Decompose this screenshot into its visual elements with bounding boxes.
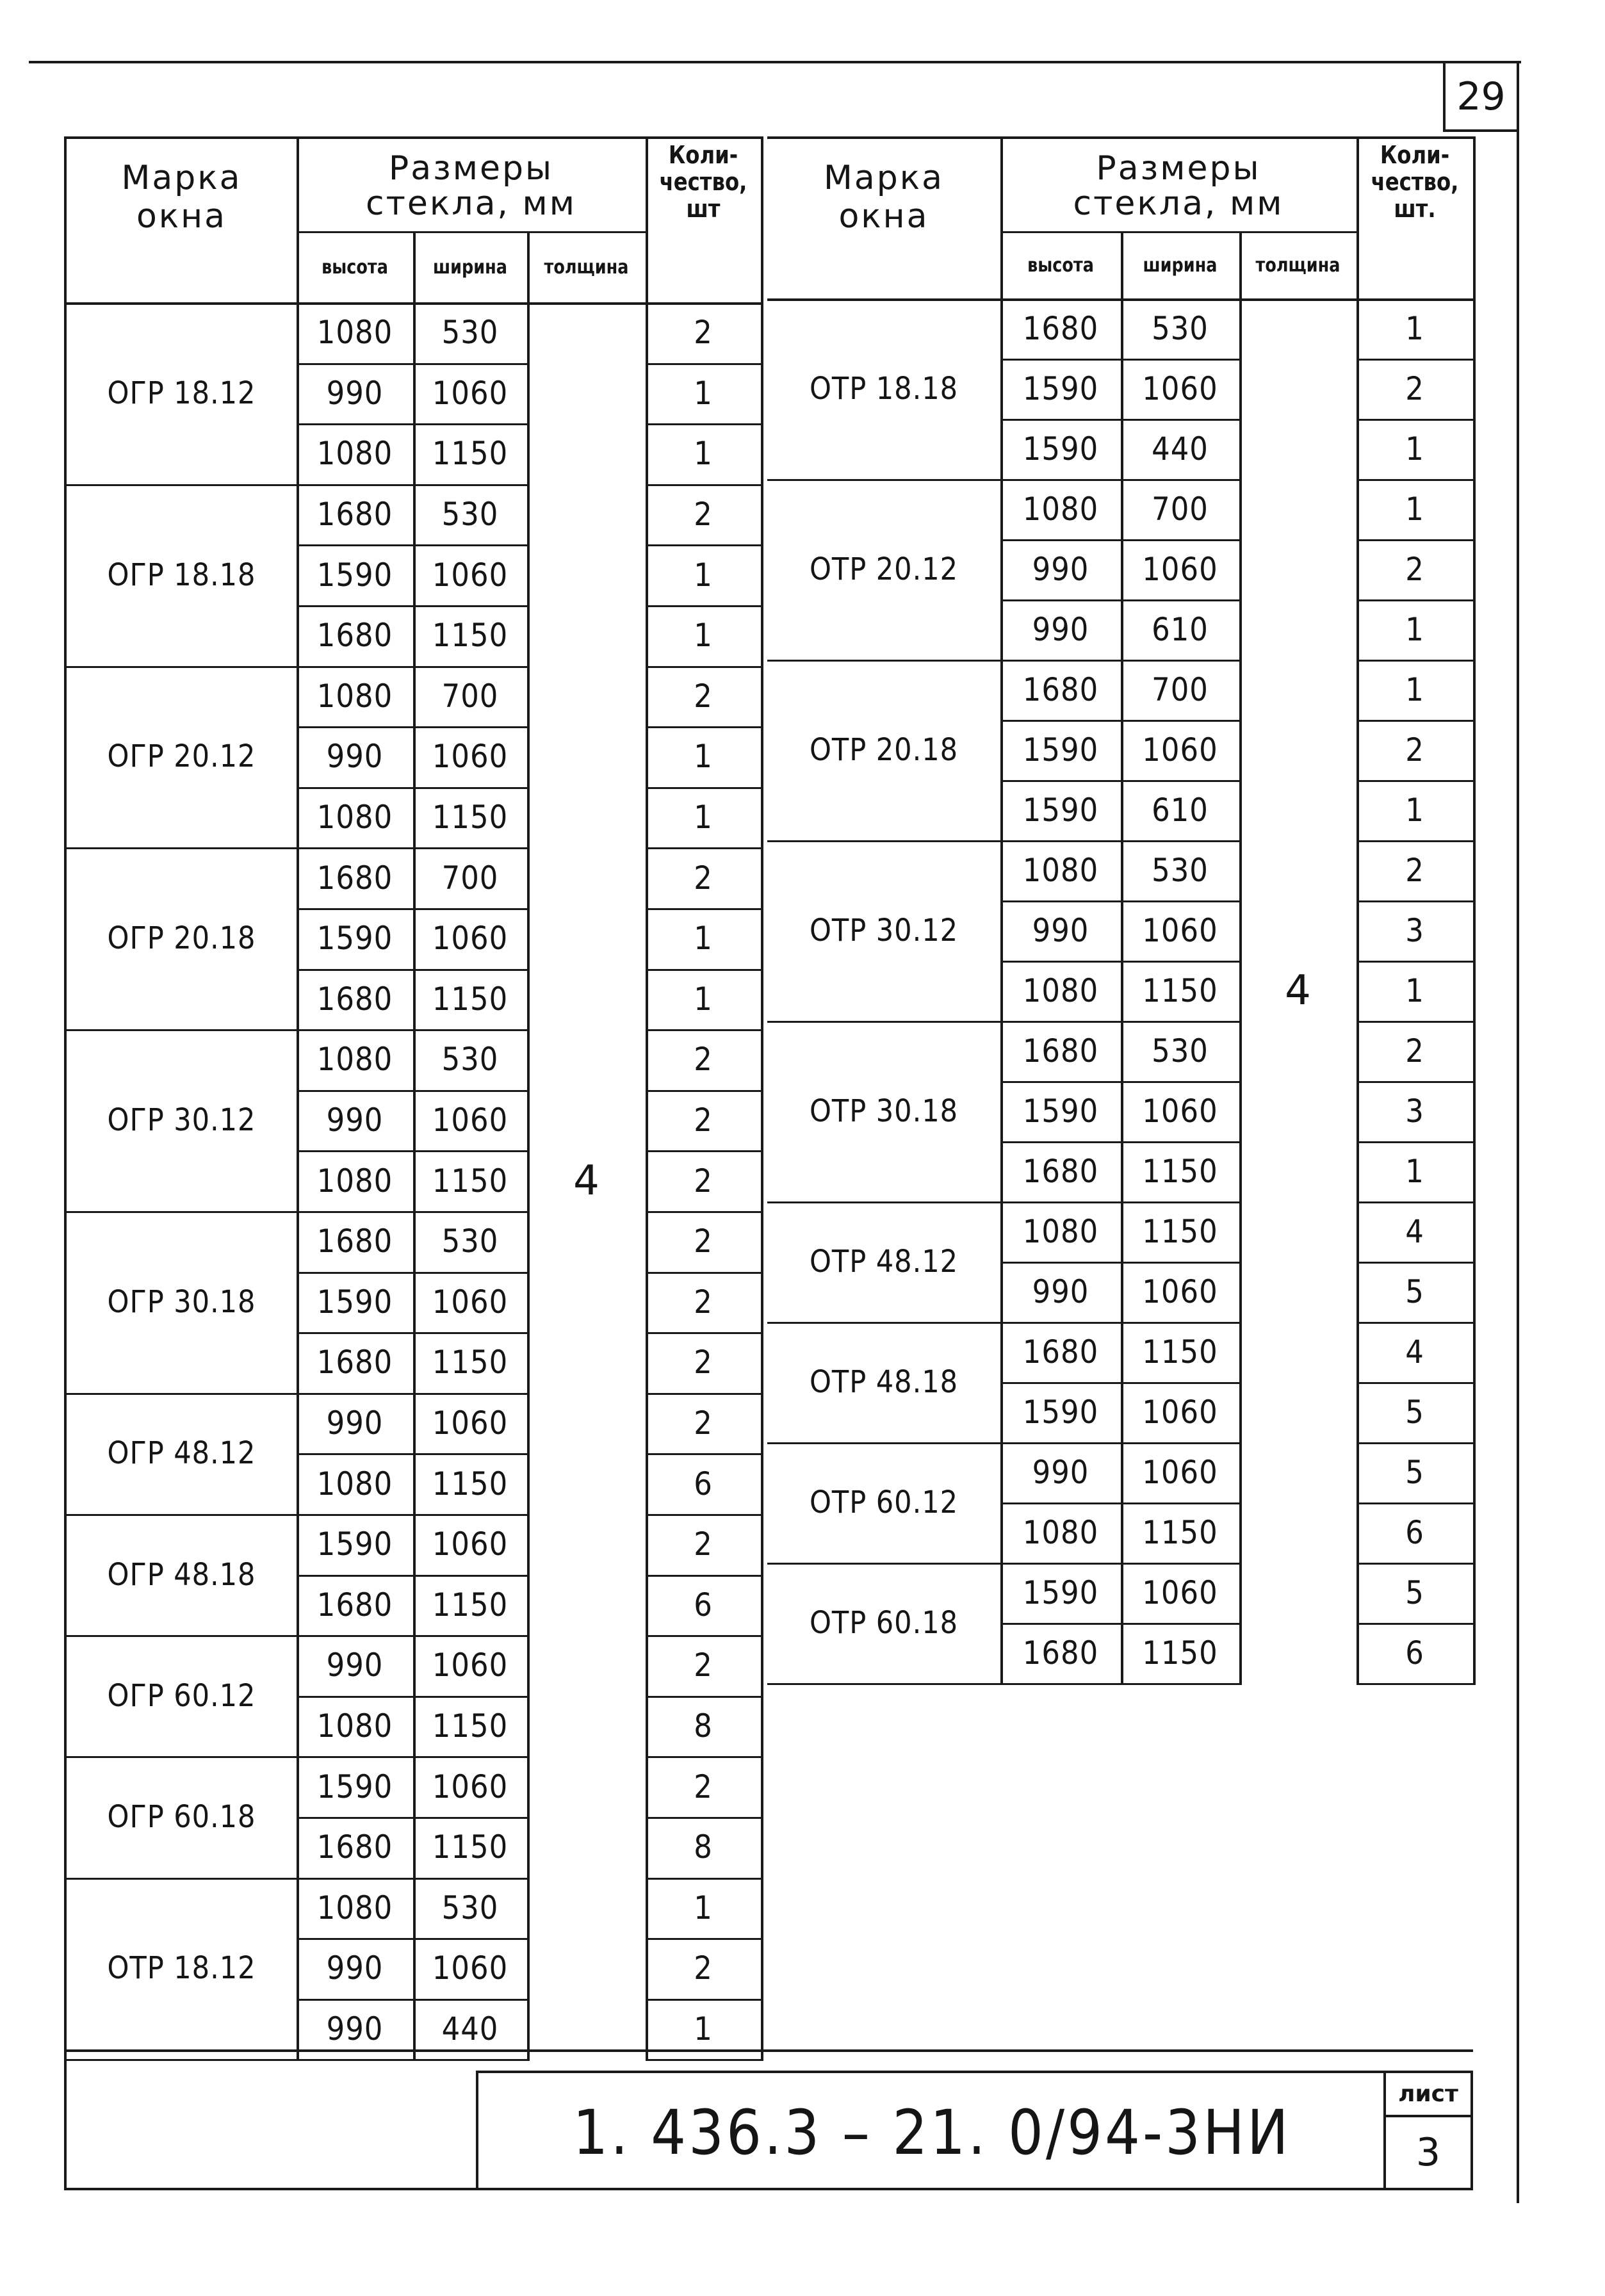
quantity: 2 [1405,370,1424,407]
row-divider [297,423,527,425]
row-divider [1000,419,1239,421]
row-divider [1357,1502,1473,1504]
row-divider [646,1272,761,1274]
glass-width: 1060 [432,1647,509,1684]
row-divider [1357,359,1473,361]
glass-width: 1150 [432,1465,509,1502]
window-mark: ОТР 18.12 [107,1950,256,1987]
quantity: 5 [1405,1454,1424,1491]
title-block-inner-top [477,2071,1473,2073]
qty-header-line-3: шт. [1394,195,1436,223]
row-divider [297,1817,527,1819]
quantity: 1 [1405,491,1424,528]
glass-height: 1590 [316,556,393,594]
row-divider [1357,1081,1473,1083]
glass-width: 1060 [432,1102,509,1139]
col-line-qty [646,136,648,2061]
row-divider [297,1999,527,2001]
glass-height: 1590 [316,1526,393,1563]
glass-width: 610 [1152,611,1209,648]
window-mark: ОТР 18.18 [810,371,958,407]
window-mark: ОГР 30.18 [107,1283,256,1320]
group-divider [767,1683,1239,1685]
row-divider [646,1332,761,1334]
quantity: 1 [694,617,713,655]
row-divider [1000,1081,1239,1083]
glass-height: 1080 [1022,852,1099,889]
quantity: 2 [694,1162,713,1200]
glass-height: 1080 [316,1041,393,1079]
glass-width: 1150 [1142,1153,1218,1190]
glass-width: 700 [441,677,499,715]
glass-height: 1680 [316,980,393,1018]
quantity: 1 [1405,310,1424,347]
col-line-thickness [1239,232,1242,1685]
glass-height: 1590 [1022,1574,1099,1611]
glass-width: 530 [1152,852,1209,889]
glass-height: 1680 [1022,1153,1099,1190]
glass-width: 530 [441,1041,499,1079]
thickness-col-header: толщина [1255,254,1340,277]
glass-height: 1590 [1022,430,1099,468]
glass-width: 440 [441,2010,499,2048]
glass-height: 1080 [316,1465,393,1502]
quantity: 5 [1405,1394,1424,1431]
quantity: 4 [1405,1333,1424,1371]
bottom-border [64,2188,1473,2190]
quantity: 3 [1405,1093,1424,1130]
glass-width: 1060 [1142,1394,1218,1431]
quantity: 2 [694,1950,713,1987]
row-divider [297,1575,527,1577]
window-mark: ОГР 18.12 [107,375,256,411]
row-divider [297,908,527,910]
glass-width: 1150 [432,1162,509,1200]
quantity: 3 [1405,912,1424,949]
sizes-header: Размеры [1096,149,1261,188]
header-sub-divider [297,231,646,233]
window-mark: ОГР 18.18 [107,557,256,593]
window-mark: ОТР 60.18 [810,1605,958,1641]
glass-width: 1060 [432,374,509,412]
glass-width: 1150 [432,1828,509,1866]
row-divider [297,605,527,607]
row-divider [297,363,527,365]
glass-height: 1080 [316,1707,393,1745]
glass-height: 1680 [316,1344,393,1381]
glass-height: 990 [1032,912,1089,949]
quantity: 1 [694,738,713,776]
row-divider [1000,1502,1239,1504]
glass-height: 1590 [316,1768,393,1805]
quantity: 2 [1405,731,1424,769]
glass-width: 530 [441,314,499,352]
quantity: 1 [1405,972,1424,1009]
sheet-value: 3 [1415,2130,1441,2175]
qty-header-line-2: чество, [1371,168,1459,196]
glass-width: 530 [441,1223,499,1260]
window-mark: ОТР 48.18 [810,1364,958,1400]
glass-width: 1150 [1142,1514,1218,1551]
thickness-value: 4 [573,1157,599,1205]
glass-width: 1150 [432,617,509,655]
glass-height: 1590 [316,920,393,957]
glass-height: 1590 [1022,1394,1099,1431]
glass-width: 1060 [432,920,509,957]
quantity: 1 [1405,671,1424,708]
glass-height: 990 [326,1102,384,1139]
row-divider [1357,780,1473,782]
row-divider [1357,1623,1473,1625]
quantity: 2 [1405,852,1424,889]
row-divider [1357,1141,1473,1143]
group-divider [1357,1683,1473,1685]
quantity: 2 [694,1344,713,1381]
row-divider [1000,539,1239,541]
glass-width: 1060 [1142,370,1218,407]
glass-height: 1080 [316,314,393,352]
row-divider [1000,1623,1239,1625]
thickness-col-header: толщина [544,256,629,279]
glass-width: 530 [1152,310,1209,347]
row-divider [646,544,761,546]
left-border [64,136,67,2190]
glass-height: 990 [1032,1273,1089,1310]
quantity: 1 [694,980,713,1018]
glass-width: 700 [1152,491,1209,528]
glass-width: 700 [441,859,499,897]
glass-width: 1060 [432,738,509,776]
quantity: 6 [694,1586,713,1624]
glass-height: 990 [1032,551,1089,588]
window-mark: ОГР 48.12 [107,1435,256,1472]
row-divider [646,726,761,728]
window-mark: ОТР 30.12 [810,913,958,949]
quantity: 1 [694,1889,713,1926]
glass-width: 1060 [432,556,509,594]
col-line-end [1473,136,1476,1685]
glass-width: 1150 [1142,972,1218,1009]
window-mark: ОГР 60.18 [107,1798,256,1835]
row-divider [646,1999,761,2001]
row-divider [1000,900,1239,902]
row-divider [646,363,761,365]
row-divider [297,1696,527,1698]
glass-height: 990 [326,1647,384,1684]
glass-height: 1080 [1022,1213,1099,1250]
col-line-height [297,136,299,2061]
window-mark: ОТР 48.12 [810,1244,958,1280]
glass-height: 1680 [1022,1032,1099,1070]
glass-width: 440 [1152,430,1209,468]
thickness-value: 4 [1285,967,1311,1014]
col-line-end [761,136,763,2061]
glass-width: 1060 [1142,1093,1218,1130]
row-divider [646,1453,761,1455]
row-divider [1357,419,1473,421]
quantity: 2 [694,1647,713,1684]
window-mark: ОГР 30.12 [107,1102,256,1139]
quantity: 1 [1405,430,1424,468]
quantity: 1 [694,2010,713,2048]
glass-width: 1060 [432,1283,509,1321]
glass-width: 1060 [432,1404,509,1442]
glass-height: 1680 [1022,1634,1099,1672]
row-divider [1357,900,1473,902]
row-divider [1357,720,1473,722]
glass-height: 1680 [1022,1333,1099,1371]
row-divider [646,1090,761,1092]
row-divider [646,1150,761,1152]
glass-width: 1060 [1142,551,1218,588]
row-divider [646,423,761,425]
row-divider [1357,961,1473,963]
sheet-label: лист [1398,2081,1458,2107]
glass-height: 990 [1032,611,1089,648]
glass-width: 1060 [432,1526,509,1563]
quantity: 2 [1405,1032,1424,1070]
row-divider [297,787,527,789]
glass-height: 1080 [316,799,393,836]
qty-header-line-1: Коли- [668,141,738,169]
glass-width: 530 [441,496,499,533]
col-line-width [1121,232,1123,1685]
glass-height: 990 [326,374,384,412]
glass-width: 1150 [432,980,509,1018]
title-block-top [64,2049,1473,2052]
mark-header-line2: окна [136,197,227,236]
glass-width: 1150 [432,1586,509,1624]
quantity: 5 [1405,1273,1424,1310]
quantity: 8 [694,1707,713,1745]
quantity: 2 [694,859,713,897]
header-sub-divider [1000,231,1357,233]
row-divider [646,969,761,971]
width-col-header: ширина [1143,254,1218,277]
glass-width: 1060 [1142,1454,1218,1491]
quantity: 2 [694,1283,713,1321]
height-col-header: высота [322,256,388,279]
quantity: 1 [694,920,713,957]
glass-width: 1150 [432,1344,509,1381]
glass-height: 1080 [316,677,393,715]
right-border [1517,61,1519,2203]
quantity: 2 [694,1102,713,1139]
row-divider [297,1453,527,1455]
glass-width: 1150 [432,799,509,836]
row-divider [646,1575,761,1577]
row-divider [1357,1382,1473,1384]
glass-height: 990 [326,1950,384,1987]
window-mark: ОГР 60.12 [107,1677,256,1714]
glass-width: 1060 [1142,731,1218,769]
row-divider [646,787,761,789]
glass-height: 1080 [316,435,393,473]
col-line-thickness [527,232,530,2061]
window-mark: ОГР 20.18 [107,920,256,957]
row-divider [1000,359,1239,361]
top-border [29,61,1521,63]
row-divider [1000,1262,1239,1264]
quantity: 2 [694,1768,713,1805]
quantity: 2 [1405,551,1424,588]
group-divider [646,2059,761,2061]
quantity: 2 [694,496,713,533]
glass-width: 610 [1152,792,1209,829]
row-divider [1357,539,1473,541]
glass-height: 1590 [1022,792,1099,829]
quantity: 2 [694,1223,713,1260]
glass-width: 700 [1152,671,1209,708]
glass-height: 1680 [316,1828,393,1866]
glass-height: 1680 [316,496,393,533]
glass-width: 530 [441,1889,499,1926]
sheet-number-box-bottom [1443,129,1519,132]
glass-width: 1150 [432,435,509,473]
glass-width: 1150 [432,1707,509,1745]
row-divider [646,1696,761,1698]
window-mark: ОТР 20.18 [810,732,958,768]
mark-header: Марка [121,159,242,197]
title-block-right [1471,2071,1473,2190]
row-divider [297,1090,527,1092]
glass-height: 1590 [1022,370,1099,407]
glass-height: 990 [326,2010,384,2048]
quantity: 4 [1405,1213,1424,1250]
header-top-line [67,136,761,139]
quantity: 6 [694,1465,713,1502]
sizes-header: Размеры [388,149,554,188]
quantity: 1 [1405,611,1424,648]
glass-width: 1150 [1142,1634,1218,1672]
sizes-header-line2: стекла, мм [1073,184,1284,223]
col-line-height [1000,136,1003,1685]
row-divider [646,605,761,607]
glass-height: 1080 [1022,491,1099,528]
qty-header-line-1: Коли- [1380,141,1450,169]
row-divider [1000,1382,1239,1384]
window-mark: ОТР 60.12 [810,1485,958,1520]
quantity: 8 [694,1828,713,1866]
quantity: 6 [1405,1514,1424,1551]
sheet-number: 29 [1456,74,1506,119]
glass-height: 990 [326,738,384,776]
row-divider [1357,599,1473,601]
glass-height: 990 [326,1404,384,1442]
quantity: 1 [694,435,713,473]
quantity: 2 [694,1041,713,1079]
row-divider [1000,720,1239,722]
row-divider [297,1272,527,1274]
glass-height: 990 [1032,1454,1089,1491]
height-col-header: высота [1027,254,1094,277]
col-line-qty [1357,136,1359,1685]
row-divider [297,1938,527,1940]
quantity: 2 [694,314,713,352]
row-divider [297,544,527,546]
row-divider [297,1150,527,1152]
row-divider [1357,1262,1473,1264]
row-divider [1000,780,1239,782]
row-divider [1000,1141,1239,1143]
row-divider [297,969,527,971]
glass-height: 1080 [316,1162,393,1200]
mark-header-line2: окна [838,197,929,236]
window-mark: ОГР 20.12 [107,738,256,775]
quantity: 1 [694,374,713,412]
glass-height: 1080 [1022,972,1099,1009]
quantity: 1 [1405,1153,1424,1190]
quantity: 5 [1405,1574,1424,1611]
quantity: 2 [694,677,713,715]
glass-height: 1680 [1022,310,1099,347]
glass-height: 1680 [316,1586,393,1624]
glass-height: 1680 [1022,671,1099,708]
glass-height: 1590 [1022,1093,1099,1130]
window-mark: ОГР 48.18 [107,1556,256,1593]
col-line-width [413,232,416,2061]
glass-width: 1060 [1142,912,1218,949]
quantity: 2 [694,1526,713,1563]
row-divider [646,1817,761,1819]
glass-width: 1150 [1142,1213,1218,1250]
glass-width: 1150 [1142,1333,1218,1371]
quantity: 2 [694,1404,713,1442]
header-top-line [767,136,1473,139]
row-divider [646,908,761,910]
glass-height: 1590 [1022,731,1099,769]
row-divider [297,726,527,728]
glass-height: 1080 [1022,1514,1099,1551]
glass-height: 1680 [316,859,393,897]
mark-header: Марка [823,159,944,197]
row-divider [1000,961,1239,963]
row-divider [1000,599,1239,601]
title-block-left [476,2071,478,2190]
glass-height: 1590 [316,1283,393,1321]
sizes-header-line2: стекла, мм [366,184,576,223]
row-divider [297,1332,527,1334]
quantity: 1 [694,556,713,594]
document-designation: 1. 436.3 – 21. 0/94-3НИ [573,2097,1291,2169]
qty-header-line-2: чество, [659,168,747,196]
quantity: 6 [1405,1634,1424,1672]
quantity: 1 [1405,792,1424,829]
glass-width: 530 [1152,1032,1209,1070]
row-divider [646,1938,761,1940]
window-mark: ОТР 20.12 [810,551,958,587]
glass-width: 1060 [432,1950,509,1987]
glass-width: 1060 [1142,1273,1218,1310]
glass-height: 1680 [316,1223,393,1260]
window-mark: ОТР 30.18 [810,1093,958,1129]
glass-width: 1060 [1142,1574,1218,1611]
quantity: 1 [694,799,713,836]
qty-header-line-3: шт [686,195,721,223]
glass-height: 1080 [316,1889,393,1926]
glass-height: 1680 [316,617,393,655]
width-col-header: ширина [433,256,507,279]
glass-width: 1060 [432,1768,509,1805]
